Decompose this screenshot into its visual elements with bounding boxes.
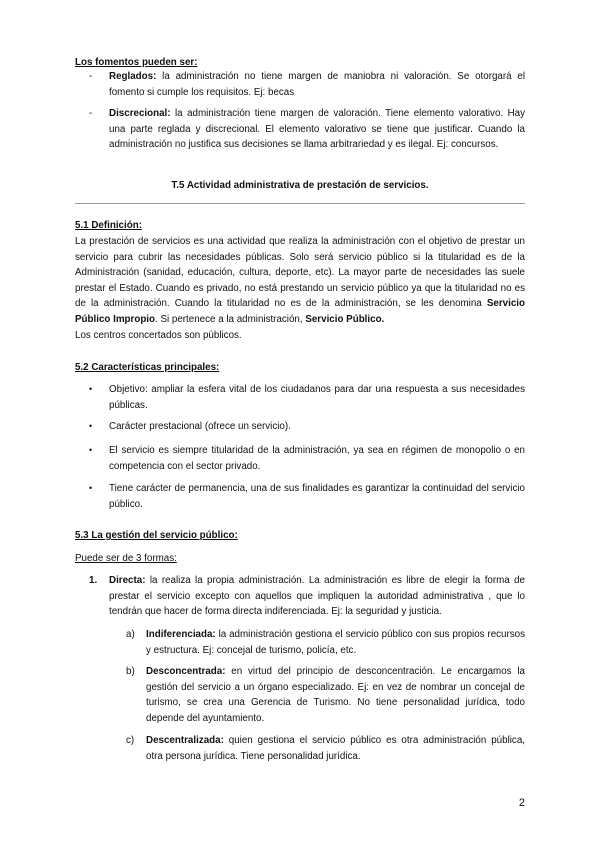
s53-subheading: Puede ser de 3 formas: [75,553,177,564]
s52-item-objetivo [89,382,525,413]
text-descentralizada: quien gestiona el servicio público es otra administración pública, otra persona jurídica. Tiene personalidad jurídica. [146,735,525,762]
letter-marker: a) [126,629,135,640]
text-desconcentrada: en virtud del principio de desconcentración. Le encargamos la gestión del servicio a un órgano especializado. Ej: en vez de nombrar un concejal de turismo, se crea una Gerencia de Turismo. No tiene personalidad jurídica, todo depende del ayuntamiento. [146,666,525,724]
s51-note: Los centros concertados son públicos. [75,330,242,341]
s51-p1-mid: . Si pertenece a la administración, [155,313,306,325]
fomentos-item-reglados [89,69,525,100]
s53-item-directa [89,573,525,620]
term-reglados: Reglados: [109,71,157,82]
term-desconcentrada: Desconcentrada: [146,666,226,677]
s53-subitem-desconcentrada [126,664,525,726]
term-discrecional: Discrecional: [109,108,171,119]
letter-marker: b) [126,666,135,677]
text-indiferenciada: la administración gestiona el servicio público con sus propios recursos y estructura. Ej: concejal de turismo, policía, etc. [146,629,525,656]
s52-item-text: Objetivo: ampliar la esfera vital de los ciudadanos para dar una respuesta a sus necesidades públicas. [109,384,525,411]
bullet-marker: • [89,384,93,394]
s53-subitem-indiferenciada [126,627,525,658]
bullet-marker: • [89,421,93,431]
dash-marker: - [89,108,93,119]
bullet-marker: • [89,483,93,493]
s51-p1: La prestación de servicios es una actividad que realiza la administración con el objetivo de prestar un servicio para cubrir las necesidades públicas. Solo será servicio público si la titularidad es de la Administración (sanidad, educación, cultura, deporte, etc). La mayor parte de necesidades las suele prestar el Estado. Cuando es privado, no está prestando un servicio público ya que la titularidad no es de la administración. Cuando la titularidad no es de la administración, se les denomina [75,236,525,310]
fomentos-item-discrecional [89,106,525,153]
s52-item-prestacional [89,419,525,435]
text-discrecional: la administración tiene margen de valoración. Tiene elemento valorativo. Hay una parte reglada y discrecional. El elemento valorativo se tiene que justificar. Cuando la administración no justifica sus decisiones se llama arbitrariedad y es ilegal. Ej: concursos. [109,108,525,151]
s51-paragraph [75,234,525,328]
text-directa: la realiza la propia administración. La administración es libre de elegir la forma de prestar el servicio excepto con aquellos que impliquen la autoridad administrativa , que lo tendrán que hacer de forma directa indiferenciada. Ej: la seguridad y justicia. [109,575,525,618]
fomentos-heading: Los fomentos pueden ser: [75,57,198,68]
s53-subitem-descentralizada [126,733,525,764]
number-marker: 1. [89,575,98,586]
s51-servicio-impropio: Servicio Público Impropio [75,298,525,325]
s51-heading: 5.1 Definición: [75,220,142,231]
s52-item-text: Carácter prestacional (ofrece un servicio). [109,421,291,432]
term-indiferenciada: Indiferenciada: [146,629,216,640]
dash-marker: - [89,71,93,82]
s52-item-titularidad [89,443,525,474]
text-reglados: la administración no tiene margen de maniobra ni valoración. Se otorgará el fomento si cumple los requisitos. Ej: becas [109,71,525,98]
section-divider [75,203,525,204]
section-title: T.5 Actividad administrativa de prestación de servicios. [171,180,429,191]
s53-heading: 5.3 La gestión del servicio público: [75,530,238,541]
bullet-marker: • [89,445,93,455]
s51-servicio-publico: Servicio Público. [305,313,385,325]
page-number: 2 [518,797,525,809]
s52-heading: 5.2 Características principales: [75,362,220,373]
s52-item-text: El servicio es siempre titularidad de la administración, ya sea en régimen de monopolio o en competencia con el sector privado. [109,445,525,472]
s52-item-text: Tiene carácter de permanencia, una de sus finalidades es garantizar la continuidad del servicio público. [109,483,525,510]
letter-marker: c) [126,735,135,746]
term-descentralizada: Descentralizada: [146,735,224,746]
s52-item-permanencia [89,481,525,512]
term-directa: Directa: [109,575,146,586]
